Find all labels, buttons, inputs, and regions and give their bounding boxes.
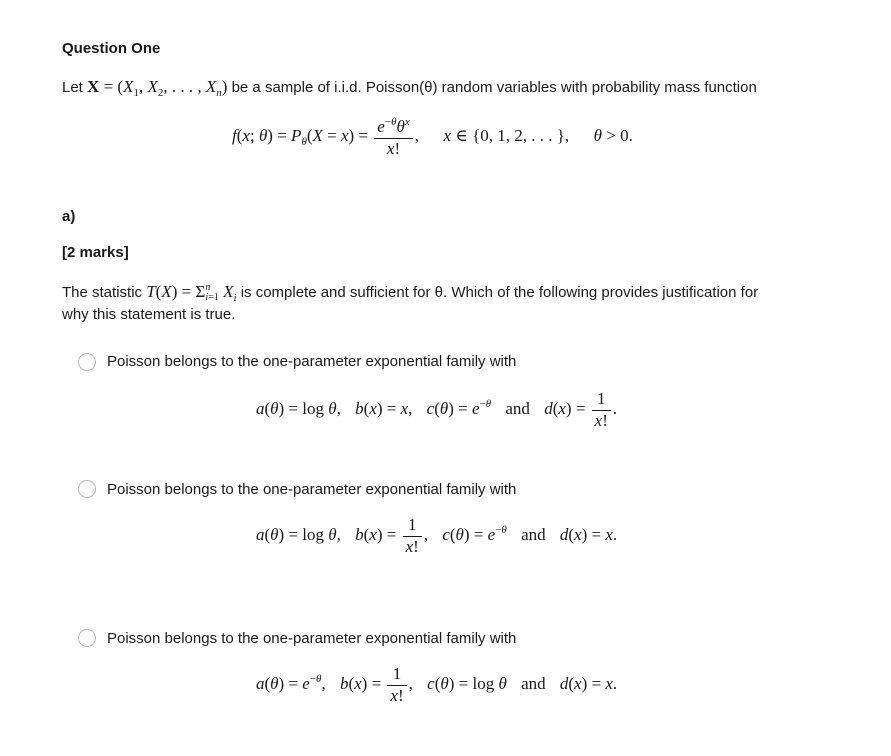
option-3-text: Poisson belongs to the one-parameter exponential family with (107, 630, 517, 647)
option-1-text: Poisson belongs to the one-parameter exponential family with (107, 353, 517, 370)
option-3-equation: $a(\theta) = e^{-\theta}$, b(x) = $\frac{1}{x!}$ , c(θ) = log θ and d(x) = x. (256, 664, 618, 705)
option-2-radio[interactable] (78, 480, 96, 498)
option-1-equation: a(θ) = log θ, b(x) = x, $c(\theta) = e^{-\theta}$ and d(x) = $\frac{1}{x!}$ . (256, 389, 618, 430)
marks-label: [2 marks] (62, 244, 129, 261)
statement-line1 (62, 282, 758, 304)
option-1-and: and (505, 399, 530, 419)
pmf-fraction: $\frac{e^{-\theta}\theta^x}{x!}$ (374, 116, 412, 158)
question-title: Question One (62, 40, 161, 57)
option-2-text: Poisson belongs to the one-parameter exponential family with (107, 481, 517, 498)
option-2-and: and (521, 525, 546, 545)
statement-prefix: The statistic (62, 284, 143, 301)
option-1-radio[interactable] (78, 353, 96, 371)
pmf-equation: f(x; $\theta) = P_\theta(X = x)$ = $\frac{e^{-\theta}\theta^x}{x!}$ , x ∈ {0, 1, 2, . . . }, θ > 0. (232, 116, 633, 158)
statement-line2: why this statement is true. (62, 306, 236, 323)
question-intro (62, 77, 757, 99)
option-2-equation: a(θ) = log θ, b(x) = $\frac{1}{x!}$ , $c(\theta) = e^{-\theta}$ and d(x) = x. (256, 515, 618, 556)
intro-middle: be a sample of i.i.d. Poisson(θ) random variables with probability mass function (231, 79, 757, 96)
statement-suffix: is complete and sufficient for θ. Which of the following provides justification for (240, 284, 759, 301)
intro-sample-math: $X = (X_1$, $X_2$, . . . , $X_n$) (87, 77, 228, 99)
option-3-and: and (521, 674, 546, 694)
part-label: a) (62, 208, 76, 225)
intro-prefix: Let (62, 79, 83, 96)
statistic-math: T(X) = Σ n i=1 $X_i$ (146, 282, 237, 304)
option-3-radio[interactable] (78, 629, 96, 647)
